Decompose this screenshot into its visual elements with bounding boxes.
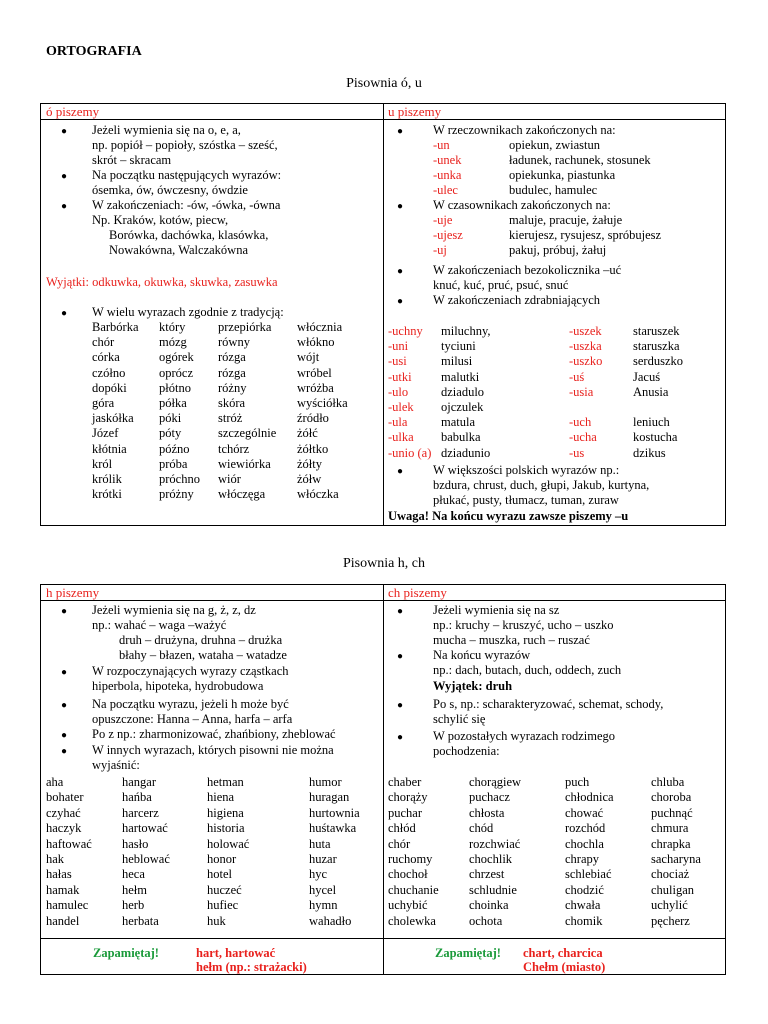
word-cell: chrzest <box>469 867 505 882</box>
word-cell: chód <box>469 821 494 836</box>
column-header: ó piszemy <box>41 104 383 120</box>
word-cell: Józef <box>92 426 119 441</box>
rule-line: skrót – skracam <box>92 153 172 167</box>
rule-line: np. popiół – popioły, szóstka – sześć, <box>92 138 278 152</box>
word-cell: który <box>159 320 186 334</box>
word-cell: jaskółka <box>92 411 134 426</box>
word-cell: płótno <box>159 380 191 395</box>
remember-line: chart, charcica <box>523 946 603 960</box>
bullet: ● <box>397 466 404 477</box>
word-cell: hamak <box>46 882 80 897</box>
word-cell: -ujesz <box>433 228 463 242</box>
word-cell: hałas <box>46 867 72 882</box>
rule-line: knuć, kuć, pruć, psuć, snuć <box>433 278 569 292</box>
word-cell: honor <box>207 852 237 866</box>
rule-line: Jeżeli wymienia się na o, e, a, <box>92 123 241 137</box>
word-cell: uchybić <box>388 898 428 913</box>
exceptions-line: Wyjątki: odkuwka, okuwka, skuwka, zasuwka <box>46 275 278 289</box>
word-cell: humor <box>309 775 342 789</box>
word-cell: póty <box>159 426 182 441</box>
word-cell: -ulec <box>433 183 458 197</box>
column-ch <box>383 585 725 974</box>
bullet: ● <box>397 201 404 212</box>
word-cell: rózga <box>218 350 246 365</box>
word-cell: hufiec <box>207 898 239 913</box>
rule-line: Na początku wyrazu, jeżeli h może być <box>92 697 289 711</box>
word-cell: wyściółka <box>297 396 348 410</box>
word-cell: ojczulek <box>441 400 484 414</box>
word-cell: chuligan <box>651 882 695 897</box>
word-cell: włócznia <box>297 320 343 334</box>
word-cell: huk <box>207 913 226 928</box>
note-line: Uwaga! Na końcu wyrazu zawsze piszemy –u <box>388 509 629 523</box>
word-cell: puch <box>565 775 590 789</box>
word-cell: -ucha <box>569 430 597 445</box>
word-cell: tyciuni <box>441 339 476 354</box>
word-cell: czyhać <box>46 805 81 820</box>
word-cell: leniuch <box>633 415 670 430</box>
remember-line: Chełm (miasto) <box>523 960 606 974</box>
word-cell: babulka <box>441 430 481 445</box>
word-cell: chwała <box>565 898 601 913</box>
bullet: ● <box>397 126 404 137</box>
word-cell: chować <box>565 805 604 820</box>
rule-line: płukać, pusty, tłumacz, tuman, zuraw <box>433 493 619 507</box>
rule-line: np.: dach, butach, duch, oddech, zuch <box>433 663 622 677</box>
word-cell: heca <box>122 867 145 882</box>
rule-line: schylić się <box>433 712 486 726</box>
word-cell: -usia <box>569 384 594 399</box>
word-cell: Anusia <box>633 384 669 399</box>
rule-line: W pozostałych wyrazach rodzimego <box>433 729 615 743</box>
word-cell: staruszka <box>633 339 680 354</box>
word-cell: aha <box>46 775 64 789</box>
word-cell: hiena <box>207 790 235 805</box>
word-cell: półka <box>159 396 187 410</box>
word-cell: -uch <box>569 415 592 430</box>
rule-line: W zakończeniach zdrabniających <box>433 293 601 307</box>
rule-line: Na początku następujących wyrazów: <box>92 168 282 182</box>
word-cell: późno <box>159 441 190 456</box>
word-cell: uchylić <box>651 898 688 913</box>
word-cell: wiór <box>218 472 241 486</box>
word-cell: budulec, hamulec <box>509 183 598 197</box>
word-cell: dopóki <box>92 380 127 395</box>
word-cell: wójt <box>297 350 320 365</box>
table-h-ch <box>40 584 726 975</box>
word-cell: chrapka <box>651 836 691 851</box>
word-cell: góra <box>92 396 115 410</box>
bullet: ● <box>61 171 68 182</box>
bullet: ● <box>397 266 404 277</box>
word-cell: wróżba <box>297 380 334 395</box>
bullet: ● <box>61 730 68 741</box>
column-header: h piszemy <box>41 585 383 601</box>
word-cell: kostucha <box>633 430 678 445</box>
word-cell: pakuj, próbuj, żałuj <box>509 243 607 257</box>
document-title: ORTOGRAFIA <box>46 44 142 59</box>
word-cell: czółno <box>92 365 126 380</box>
word-cell: holować <box>207 836 250 851</box>
remember-line: hełm (np.: strażacki) <box>196 960 307 974</box>
rule-line: druh – drużyna, druhna – drużka <box>119 633 283 647</box>
bullet: ● <box>61 201 68 212</box>
rule-line: Na końcu wyrazów <box>433 648 531 662</box>
word-cell: -uni <box>388 339 409 354</box>
rule-line: W wielu wyrazach zgodnie z tradycją: <box>92 305 284 319</box>
word-cell: higiena <box>207 805 244 820</box>
word-cell: różny <box>218 380 247 395</box>
word-cell: -ulka <box>388 430 414 445</box>
word-cell: -us <box>569 445 585 460</box>
word-cell: rozchwiać <box>469 836 521 851</box>
word-cell: handel <box>46 913 80 928</box>
word-cell: córka <box>92 350 120 365</box>
section-title-o-u: Pisownia ó, u <box>346 76 422 91</box>
word-cell: wróbel <box>297 365 332 380</box>
word-cell: pęcherz <box>651 913 690 928</box>
word-cell: ładunek, rachunek, stosunek <box>509 153 651 167</box>
bullet: ● <box>397 700 404 711</box>
rule-line: W rozpoczynających wyrazy cząstkach <box>92 664 289 678</box>
word-cell: matula <box>441 415 476 430</box>
word-cell: -ulek <box>388 400 414 414</box>
bullet: ● <box>61 746 68 757</box>
word-cell: chłosta <box>469 805 505 820</box>
column-header: u piszemy <box>383 104 725 120</box>
bullet: ● <box>397 606 404 617</box>
bullet: ● <box>61 667 68 678</box>
word-cell: chomik <box>565 913 603 928</box>
word-cell: -uszek <box>569 324 602 338</box>
rule-line: np.: wahać – waga –ważyć <box>92 618 227 632</box>
word-cell: hasło <box>122 836 149 851</box>
word-cell: póki <box>159 411 182 426</box>
word-cell: -ula <box>388 415 408 430</box>
word-cell: równy <box>218 335 250 350</box>
word-cell: próżny <box>159 487 194 502</box>
rule-line: Po z np.: zharmonizować, zhańbiony, zheblować <box>92 727 336 741</box>
rule-line: bzdura, chrust, duch, głupi, Jakub, kurtyna, <box>433 478 650 492</box>
word-cell: cholewka <box>388 913 436 928</box>
rule-line: błahy – błazen, wataha – watadze <box>119 648 287 662</box>
word-cell: oprócz <box>159 365 194 380</box>
word-cell: stróż <box>218 411 243 426</box>
word-cell: herbata <box>122 913 159 928</box>
word-cell: maluje, pracuje, żałuje <box>509 213 623 227</box>
word-cell: przepiórka <box>218 320 272 334</box>
word-cell: chór <box>92 335 115 350</box>
word-cell: włókno <box>297 335 335 350</box>
word-cell: herb <box>122 898 145 913</box>
word-cell: chór <box>388 836 411 851</box>
rule-line: Jeżeli wymienia się na sz <box>433 603 560 617</box>
word-cell: opiekun, zwiastun <box>509 138 600 152</box>
word-cell: chłodnica <box>565 790 614 805</box>
word-cell: huzar <box>309 852 337 866</box>
rule-line: opuszczone: Hanna – Anna, harfa – arfa <box>92 712 293 726</box>
word-cell: chochlik <box>469 852 513 866</box>
bullet: ● <box>61 126 68 137</box>
word-cell: hak <box>46 852 65 866</box>
word-cell: hycel <box>309 882 337 897</box>
word-cell: hartować <box>122 821 168 836</box>
word-cell: hełm <box>122 882 147 897</box>
bullet: ● <box>61 700 68 711</box>
word-cell: rozchód <box>565 821 606 836</box>
rule-line: Nowakówna, Walczakówna <box>109 243 248 257</box>
bullet: ● <box>397 651 404 662</box>
word-cell: harcerz <box>122 805 159 820</box>
word-cell: huczeć <box>207 882 242 897</box>
word-cell: chochoł <box>388 867 428 882</box>
word-cell: chociaż <box>651 867 690 882</box>
word-cell: opiekunka, piastunka <box>509 168 616 182</box>
bullet: ● <box>61 308 68 319</box>
word-cell: haftować <box>46 836 92 851</box>
word-cell: -uje <box>433 213 453 227</box>
rule-line: W innych wyrazach, których pisowni nie można <box>92 743 334 757</box>
word-cell: hyc <box>309 867 328 882</box>
word-cell: -uszka <box>569 339 602 354</box>
rule-line: Po s, np.: scharakteryzować, schemat, schody, <box>433 697 664 711</box>
rule-line: mucha – muszka, ruch – ruszać <box>433 633 590 647</box>
word-cell: hetman <box>207 775 244 789</box>
word-cell: -uszko <box>569 354 603 369</box>
rule-line: W większości polskich wyrazów np.: <box>433 463 620 477</box>
word-cell: chuchanie <box>388 882 439 897</box>
word-cell: sacharyna <box>651 852 701 866</box>
word-cell: skóra <box>218 396 246 410</box>
word-cell: kierujesz, rysujesz, spróbujesz <box>509 228 662 242</box>
word-cell: hańba <box>122 790 152 805</box>
remember-line: hart, hartować <box>196 946 276 960</box>
word-cell: bohater <box>46 790 84 805</box>
word-cell: chorąży <box>388 790 428 805</box>
bullet: ● <box>61 606 68 617</box>
word-cell: huragan <box>309 790 350 805</box>
word-cell: choroba <box>651 790 692 805</box>
rule-line: W zakończeniach: -ów, -ówka, -ówna <box>92 198 281 212</box>
word-cell: hurtownia <box>309 805 360 820</box>
word-cell: chłód <box>388 821 416 836</box>
word-cell: hotel <box>207 867 232 882</box>
word-cell: -unio (a) <box>388 445 432 460</box>
word-cell: huta <box>309 836 331 851</box>
bullet: ● <box>397 732 404 743</box>
word-cell: serduszko <box>633 354 683 369</box>
rule-line: W czasownikach zakończonych na: <box>433 198 611 212</box>
rule-line: wyjaśnić: <box>92 758 140 772</box>
word-cell: historia <box>207 821 245 836</box>
word-cell: chaber <box>388 775 422 789</box>
word-cell: chodzić <box>565 882 604 897</box>
word-cell: żółć <box>297 426 318 441</box>
word-cell: chmura <box>651 821 689 836</box>
word-cell: staruszek <box>633 324 680 338</box>
word-cell: rózga <box>218 365 246 380</box>
word-cell: kłótnia <box>92 441 127 456</box>
word-cell: -ulo <box>388 384 409 399</box>
word-cell: źródło <box>297 411 329 426</box>
word-cell: -usi <box>388 354 407 369</box>
word-cell: królik <box>92 472 122 486</box>
word-cell: -uś <box>569 369 585 384</box>
word-cell: szczególnie <box>218 426 277 441</box>
word-cell: -unek <box>433 153 462 167</box>
word-cell: dziadulo <box>441 384 485 399</box>
word-cell: próchno <box>159 472 200 486</box>
rule-line: Borówka, dachówka, klasówka, <box>109 228 269 242</box>
section-title-h-ch: Pisownia h, ch <box>342 556 426 571</box>
word-cell: tchórz <box>218 441 250 456</box>
word-cell: hymn <box>309 898 338 913</box>
word-cell: włóczka <box>297 487 339 502</box>
word-cell: -uchny <box>388 324 423 338</box>
remember-label: Zapamiętaj! <box>93 946 159 960</box>
word-cell: puchacz <box>469 790 510 805</box>
rule-line: Wyjątek: druh <box>433 679 513 693</box>
rule-line: ósemka, ów, ówczesny, ówdzie <box>92 183 248 197</box>
word-cell: ochota <box>469 913 503 928</box>
word-cell: choinka <box>469 898 509 913</box>
word-cell: hangar <box>122 775 157 789</box>
word-cell: żółty <box>297 456 322 471</box>
word-cell: krótki <box>92 487 122 502</box>
word-cell: chluba <box>651 775 685 789</box>
rule-line: pochodzenia: <box>433 744 500 758</box>
word-cell: -unka <box>433 168 462 182</box>
word-cell: próba <box>159 456 188 471</box>
word-cell: chrapy <box>565 852 600 866</box>
word-cell: malutki <box>441 369 480 384</box>
word-cell: -utki <box>388 369 412 384</box>
column-h <box>41 585 384 974</box>
rule-line: np.: kruchy – kruszyć, ucho – uszko <box>433 618 614 632</box>
word-cell: wiewiórka <box>218 456 271 471</box>
word-cell: haczyk <box>46 821 82 836</box>
rule-line: hiperbola, hipoteka, hydrobudowa <box>92 679 264 693</box>
bullet: ● <box>397 296 404 307</box>
word-cell: schludnie <box>469 882 517 897</box>
rule-line: Jeżeli wymienia się na g, ż, z, dz <box>92 603 256 617</box>
word-cell: żółw <box>297 472 322 486</box>
word-cell: mózg <box>159 335 187 350</box>
rule-line: W zakończeniach bezokolicznika –uć <box>433 263 622 277</box>
word-cell: huśtawka <box>309 821 357 836</box>
word-cell: żółtko <box>297 441 329 456</box>
word-cell: miluchny, <box>441 324 491 338</box>
column-o <box>41 104 384 525</box>
word-cell: schlebiać <box>565 867 612 882</box>
word-cell: chorągiew <box>469 775 522 789</box>
word-cell: chochla <box>565 836 604 851</box>
rule-line: Np. Kraków, kotów, piecw, <box>92 213 229 227</box>
word-cell: król <box>92 456 113 471</box>
word-cell: hamulec <box>46 898 89 913</box>
word-cell: -uj <box>433 243 447 257</box>
column-u <box>383 104 725 525</box>
remember-label: Zapamiętaj! <box>435 946 501 960</box>
column-header: ch piszemy <box>383 585 725 601</box>
word-cell: puchar <box>388 805 423 820</box>
word-cell: Jacuś <box>633 369 661 384</box>
word-cell: dzikus <box>633 445 666 460</box>
word-cell: -un <box>433 138 450 152</box>
word-cell: ogórek <box>159 350 194 365</box>
rule-line: W rzeczownikach zakończonych na: <box>433 123 616 137</box>
word-cell: milusi <box>441 354 473 369</box>
word-cell: ruchomy <box>388 852 433 866</box>
word-cell: włóczęga <box>218 487 266 502</box>
word-cell: dziadunio <box>441 445 491 460</box>
word-cell: wahadło <box>309 913 352 928</box>
word-cell: puchnąć <box>651 805 693 820</box>
table-o-u <box>40 103 726 526</box>
word-cell: heblować <box>122 852 170 866</box>
word-cell: Barbórka <box>92 320 139 334</box>
